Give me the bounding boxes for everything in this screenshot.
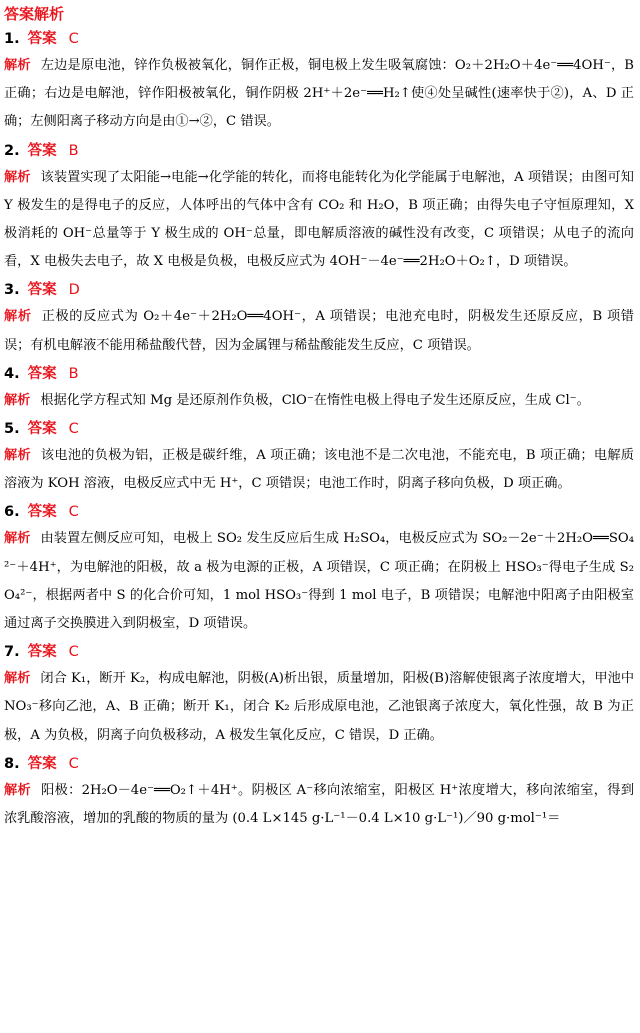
explanation-text: 闭合 K₁，断开 K₂，构成电解池，阴极(A)析出银，质量增加，阳极(B)溶解使银离子浓度增大，甲池中 NO₃⁻移向乙池，A、B 正确；断开 K₁，闭合 K₂ 后形成原电池，乙池银离子浓度大，氧化性强，故 B 为正极，A 为负极，阴离子向负极移动，A 极发生氧化反应，C 错误，D 正确。 (4, 671, 635, 743)
explanation-label: 解析 (4, 58, 31, 73)
explanation-paragraph (4, 52, 634, 137)
answer-label: 答案 (27, 504, 57, 521)
explanation-text: 由装置左侧反应可知，电极上 SO₂ 发生反应后生成 H₂SO₄，电极反应式为 SO₂－2e⁻＋2H₂O══SO₄²⁻＋4H⁺，为电解池的阳极，故 a 极为电源的正极，A 项错误，C 项正确；在阴极上 HSO₃⁻得电子生成 S₂O₄²⁻，根据两者中 S 的化合价可知，1 mol HSO₃⁻得到 1 mol 电子，B 项错误；电解池中阳离子由阳极室通过离子交换膜进入到阴极室，D 项错误。 (4, 531, 635, 632)
explanation-label: 解析 (4, 782, 32, 798)
answer-item (4, 753, 634, 833)
answer-item (4, 140, 634, 277)
answer-value: C (68, 504, 79, 521)
answer-item (4, 501, 634, 638)
question-number: 4. (4, 365, 20, 382)
explanation-paragraph (4, 525, 634, 638)
explanation-paragraph (4, 164, 634, 277)
explanation-paragraph (4, 442, 634, 498)
answer-line (4, 363, 634, 387)
explanation-text: 该装置实现了太阳能→电能→化学能的转化，而将电能转化为化学能属于电解池，A 项错误；由图可知 Y 极发生的是得电子的反应，人体呼出的气体中含有 CO₂ 和 H₂O，B 项正确；由得失电子守恒原理知，X 极消耗的 OH⁻总量等于 Y 极生成的 OH⁻总量，即电解质溶液的碱性没有改变，C 项错误；从电子的流向看，X 电极失去电子，故 X 电极是负极，电极反应式为 4OH⁻－4e⁻══2H₂O＋O₂↑，D 项错误。 (4, 169, 634, 270)
question-number: 7. (4, 644, 20, 661)
question-number: 8. (4, 755, 20, 772)
answer-label: 答案 (27, 644, 57, 661)
explanation-label: 解析 (4, 531, 31, 547)
answer-label: 答案 (27, 282, 57, 299)
answer-value: B (68, 142, 79, 159)
explanation-text: 左边是原电池，锌作负极被氧化，铜作正极，铜电极上发生吸氧腐蚀：O₂＋2H₂O＋4e⁻══4OH⁻，B 正确；右边是电解池，锌作阳极被氧化，铜作阴极 2H⁺＋2e⁻══H₂↑使④处呈碱性(速率快于②)，A、D 正确；左侧阳离子移动方向是由①→②，C 错误。 (4, 58, 635, 130)
explanation-label: 解析 (4, 392, 31, 408)
answer-line (4, 418, 634, 442)
answer-item (4, 28, 634, 137)
answer-value: B (68, 365, 79, 382)
explanation-paragraph (4, 387, 634, 415)
explanation-text: 根据化学方程式知 Mg 是还原剂作负极，ClO⁻在惰性电极上得电子发生还原反应，生成 Cl⁻。 (40, 392, 590, 408)
answer-label: 答案 (27, 365, 57, 382)
answer-line (4, 753, 634, 777)
answer-item (4, 641, 634, 750)
explanation-text: 阳极：2H₂O－4e⁻══O₂↑＋4H⁺。阴极区 A⁻移向浓缩室，阳极区 H⁺浓度增大，移向浓缩室，得到浓乳酸溶液，增加的乳酸的物质的量为 (0.4 L×145 g·L⁻¹－0.4 L×10 g·L⁻¹)／90 g·mol⁻¹＝ (4, 782, 635, 827)
explanation-label: 解析 (4, 169, 31, 185)
explanation-label: 解析 (4, 448, 31, 464)
answer-value: C (68, 755, 79, 772)
question-number: 1. (4, 31, 20, 47)
answer-line (4, 28, 634, 52)
explanation-paragraph (4, 665, 634, 750)
answer-line (4, 140, 634, 164)
answer-item (4, 418, 634, 498)
answer-item (4, 279, 634, 359)
explanation-label: 解析 (4, 309, 32, 325)
explanation-text: 该电池的负极为铝，正极是碳纤维，A 项正确；该电池不是二次电池，不能充电，B 项正确；电解质溶液为 KOH 溶液，电极反应式中无 H⁺，C 项错误；电池工作时，阴离子移向负极，D 项正确。 (4, 448, 634, 492)
answer-item (4, 363, 634, 415)
answer-label: 答案 (27, 755, 57, 772)
explanation-paragraph (4, 303, 634, 359)
section-title: 答案解析 (4, 5, 65, 23)
question-number: 3. (4, 282, 20, 299)
answer-value: C (68, 644, 79, 661)
answer-value: C (68, 31, 79, 47)
answer-value: D (68, 282, 80, 299)
answer-line (4, 501, 634, 525)
answer-label: 答案 (27, 142, 57, 159)
items-list (4, 28, 634, 833)
explanation-label: 解析 (4, 671, 31, 687)
question-number: 5. (4, 421, 20, 438)
question-number: 2. (4, 142, 20, 159)
question-number: 6. (4, 504, 20, 521)
answer-line (4, 641, 634, 665)
answer-label: 答案 (27, 31, 57, 47)
explanation-text: 正极的反应式为 O₂＋4e⁻＋2H₂O══4OH⁻，A 项错误；电池充电时，阴极发生还原反应，B 项错误；有机电解液不能用稀盐酸代替，因为金属锂与稀盐酸能发生反应，C 项错误。 (4, 309, 634, 353)
answer-line (4, 279, 634, 303)
answer-value: C (68, 421, 79, 438)
answer-label: 答案 (27, 421, 57, 438)
explanation-paragraph (4, 777, 634, 833)
